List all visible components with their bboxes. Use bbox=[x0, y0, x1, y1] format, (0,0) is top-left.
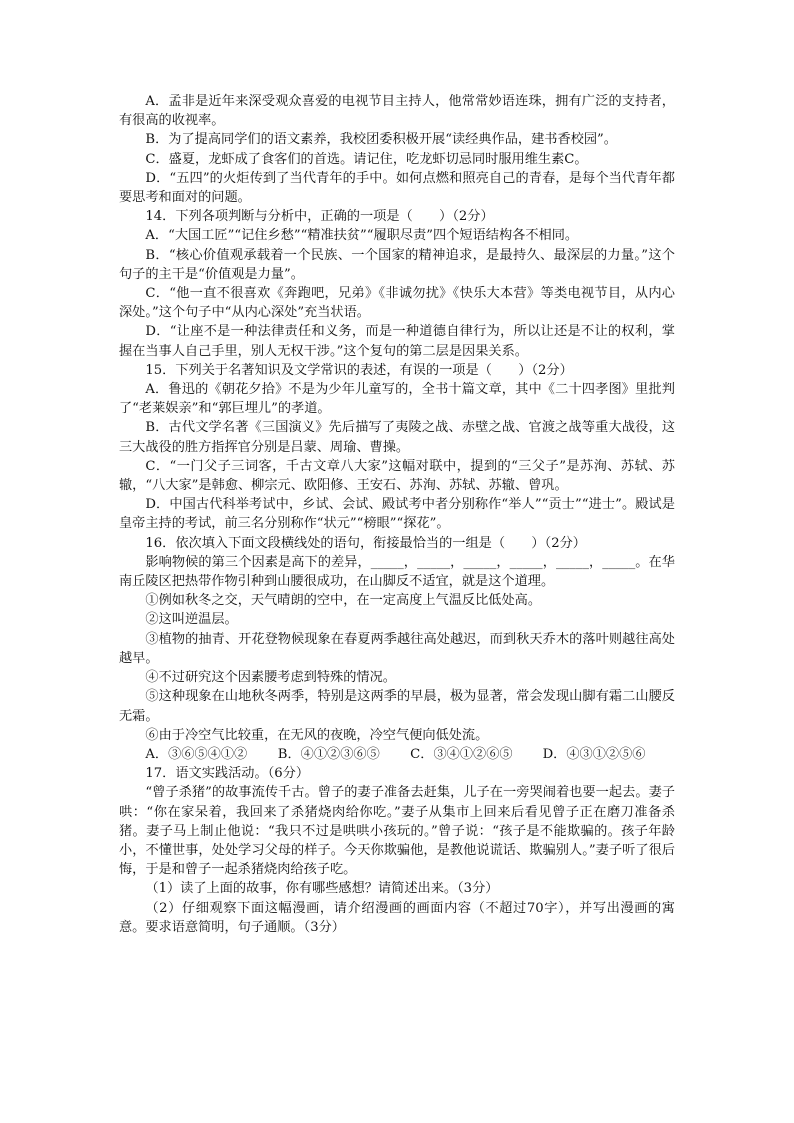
q15-option-a: A．鲁迅的《朝花夕拾》不是为少年儿童写的，全书十篇文章，其中《二十四孝图》里批判了“老莱娱亲”和“郭巨埋儿”的孝道。 bbox=[119, 382, 675, 417]
q13-option-d: D．“五四”的火炬传到了当代青年的手中。如何点燃和照亮自己的青春，是每个当代青年都要思考和面对的问题。 bbox=[119, 170, 675, 206]
q16-stem: 16．依次填入下面文段横线处的语句，衔接最恰当的一组是（ ）（2分） bbox=[145, 535, 586, 551]
q13-option-c: C．盛夏，龙虾成了食客们的首选。请记住，吃龙虾切忌同时服用维生素C。 bbox=[145, 151, 588, 167]
q16-choice-d: D．④③①②⑤⑥ bbox=[542, 746, 646, 762]
q17-sub2: （2）仔细观察下面这幅漫画，请介绍漫画的画面内容（不超过70字），并写出漫画的寓意。要求语意简明，句子通顺。（3分） bbox=[119, 900, 675, 935]
q14-option-d: D．“让座不是一种法律责任和义务，而是一种道德自律行为，所以让还是不让的权利，掌握在当事人自己手里，别人无权干涉。”这个复句的第二层是因果关系。 bbox=[119, 324, 675, 359]
q16-passage: 影响物候的第三个因素是高下的差异，_____，_____，_____，_____，_____，_____。在华南丘陵区把热带作物引种到山腰很成功，在山脚反不适宜，就是这个道理。 bbox=[119, 554, 675, 590]
q16-sentence-6: ⑥由于冷空气比较重，在无风的夜晚，冷空气便向低处流。 bbox=[145, 727, 489, 743]
q17-sub1: （1）读了上面的故事，你有哪些感想？请简述出来。（3分） bbox=[145, 881, 499, 897]
exam-page bbox=[119, 92, 675, 937]
q14-option-c: C．“他一直不很喜欢《奔跑吧，兄弟》《非诚勿扰》《快乐大本营》等类电视节目，从内心深处。”这个句子中“从内心深处”充当状语。 bbox=[119, 286, 675, 321]
q16-sentence-3: ③植物的抽青、开花登物候现象在春夏两季越往高处越迟，而到秋天乔木的落叶则越往高处越早。 bbox=[119, 631, 675, 666]
q14-option-b: B．“核心价值观承载着一个民族、一个国家的精神追求，是最持久、最深层的力量。”这个句子的主干是“价值观是力量”。 bbox=[119, 247, 675, 282]
q16-sentence-1: ①例如秋冬之交，天气晴朗的空中，在一定高度上气温反比低处高。 bbox=[145, 593, 542, 609]
q14-stem: 14．下列各项判断与分析中，正确的一项是（ ）（2分） bbox=[145, 209, 494, 225]
q16-choice-b: B．④①②③⑥⑤ bbox=[277, 746, 380, 762]
q17-story: “曾子杀猪”的故事流传千古。曾子的妻子准备去赶集，儿子在一旁哭闹着也要一起去。妻子哄：“你在家呆着，我回来了杀猪烧肉给你吃。”妻子从集市上回来后看见曾子正在磨刀准备杀猪。妻子马上制止他说：“我只不过是哄哄小孩玩的。”曾子说：“孩子是不能欺骗的。孩子年龄小，不懂世事，处处学习父母的样子。今天你欺骗他，是教他说谎话、欺骗别人。”妻子听了很后悔，于是和曾子一起杀猪烧肉给孩子吃。 bbox=[119, 785, 675, 878]
q17-stem: 17．语文实践活动。（6分） bbox=[145, 766, 310, 782]
q13-option-b: B．为了提高同学们的语文素养，我校团委积极开展“读经典作品，建书香校园”。 bbox=[145, 132, 617, 148]
q15-option-b: B．古代文学名著《三国演义》先后描写了夷陵之战、赤壁之战、官渡之战等重大战役，这三大战役的胜方指挥官分别是吕蒙、周瑜、曹操。 bbox=[119, 420, 675, 455]
q14-option-a: A．“大国工匠”“记住乡愁”“精准扶贫”“履职尽责”四个短语结构各不相同。 bbox=[145, 228, 579, 244]
q16-sentence-2: ②这叫逆温层。 bbox=[145, 612, 238, 628]
q15-stem: 15．下列关于名著知识及文学常识的表述，有误的一项是（ ）（2分） bbox=[145, 362, 573, 378]
q16-choice-c: C．③④①②⑥⑤ bbox=[410, 746, 513, 762]
q16-sentence-4: ④不过研究这个因素腰考虑到特殊的情况。 bbox=[145, 670, 396, 686]
q16-sentence-5: ⑤这种现象在山地秋冬两季，特别是这两季的早晨，极为显著，常会发现山脚有霜二山腰反无霜。 bbox=[119, 689, 675, 724]
q16-choice-a: A．③⑥⑤④①② bbox=[145, 746, 248, 762]
q13-option-a: A．孟非是近年来深受观众喜爱的电视节目主持人，他常常妙语连珠，拥有广泛的支持者，有很高的收视率。 bbox=[119, 94, 675, 129]
q15-option-d: D．中国古代科举考试中，乡试、会试、殿试考中者分别称作“举人”“贡士”“进士”。殿试是皇帝主持的考试，前三名分别称作“状元”“榜眼”“探花”。 bbox=[119, 497, 675, 532]
q16-choices bbox=[119, 745, 675, 764]
q15-option-c: C．“一门父子三词客，千古文章八大家”这幅对联中，提到的“三父子”是苏洵、苏轼、苏辙，“八大家”是韩愈、柳宗元、欧阳修、王安石、苏洵、苏轼、苏辙、曾巩。 bbox=[119, 458, 675, 494]
